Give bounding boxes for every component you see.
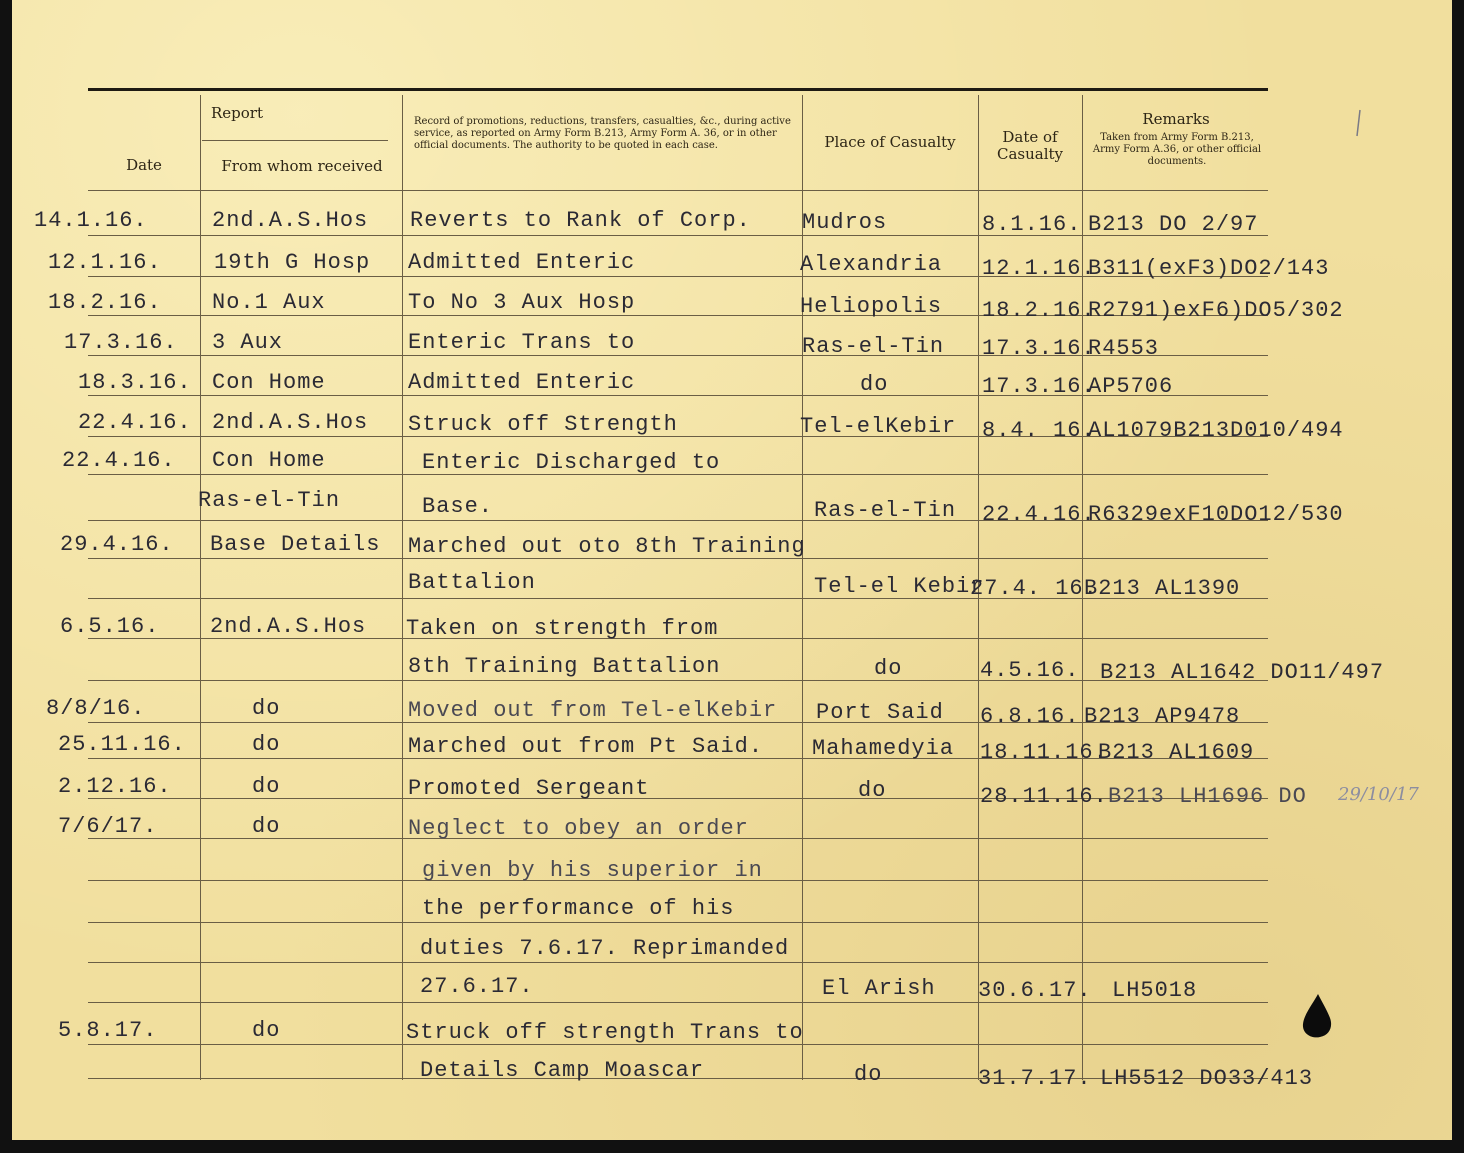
row-from: 2nd.A.S.Hos xyxy=(210,614,367,639)
row-date-casualty: 4.5.16. xyxy=(980,658,1080,683)
row-date: 14.1.16. xyxy=(34,208,148,233)
row-remarks: LH5018 xyxy=(1112,978,1198,1003)
row-from: Base Details xyxy=(210,532,381,557)
remarks-header: Remarks xyxy=(1142,110,1210,128)
row-place: do xyxy=(854,1062,883,1087)
row-date-casualty: 17.3.16. xyxy=(982,374,1096,399)
row-place: El Arish xyxy=(822,976,936,1001)
row-place: do xyxy=(858,778,887,803)
header-bottom-rule xyxy=(88,190,1268,191)
row-place: Ras-el-Tin xyxy=(814,498,957,523)
row-remarks: B213 LH1696 DO xyxy=(1108,784,1307,809)
pencil-note: 29/10/17 xyxy=(1338,784,1419,805)
row-date: 7/6/17. xyxy=(58,814,158,839)
row-remarks: B213 AL1642 DO11/497 xyxy=(1100,660,1385,685)
row-from: do xyxy=(252,814,281,839)
row-from: 2nd.A.S.Hos xyxy=(212,208,369,233)
row-from: do xyxy=(252,732,281,757)
row-place: Tel-el Kebir xyxy=(814,574,985,599)
row-remarks: B213 DO 2/97 xyxy=(1088,212,1259,237)
row-record: Admitted Enteric xyxy=(408,250,636,275)
row-rule xyxy=(88,922,1268,923)
row-date: 2.12.16. xyxy=(58,774,172,799)
row-record: 27.6.17. xyxy=(420,974,534,999)
row-date-casualty: 8.1.16. xyxy=(982,212,1082,237)
row-from: Con Home xyxy=(212,370,326,395)
row-from: 19th G Hosp xyxy=(214,250,371,275)
row-remarks: AP5706 xyxy=(1088,374,1174,399)
record-header: Record of promotions, reductions, transfers, casualties, &c., during active service, as reported on Army Form B.213, Army Form A. 36, or in other official documents. The authority to be quoted in each case. xyxy=(414,116,791,151)
row-record: Moved out from Tel-elKebir xyxy=(408,698,778,723)
row-record: Promoted Sergeant xyxy=(408,776,650,801)
row-date: 22.4.16. xyxy=(78,410,192,435)
row-date: 25.11.16. xyxy=(58,732,186,757)
row-record: duties 7.6.17. Reprimanded xyxy=(420,936,790,961)
row-record: Enteric Trans to xyxy=(408,330,636,355)
row-remarks: AL1079B213D010/494 xyxy=(1088,418,1344,443)
row-record: Struck off Strength xyxy=(408,412,678,437)
row-from: Ras-el-Tin xyxy=(198,488,341,513)
row-date-casualty: 22.4.16. xyxy=(982,502,1096,527)
date-header: Date xyxy=(126,156,162,174)
ink-blot-icon xyxy=(1300,992,1334,1040)
row-from: Con Home xyxy=(212,448,326,473)
row-record: Base. xyxy=(422,494,494,519)
row-place: Ras-el-Tin xyxy=(802,334,945,359)
row-date-casualty: 12.1.16. xyxy=(982,256,1096,281)
row-place: Tel-elKebir xyxy=(800,414,957,439)
row-date: 18.3.16. xyxy=(78,370,192,395)
row-place: Port Said xyxy=(816,700,944,725)
row-date-casualty: 18.11.16. xyxy=(980,740,1108,765)
row-place: Heliopolis xyxy=(800,294,943,319)
row-date: 12.1.16. xyxy=(48,250,162,275)
row-place: do xyxy=(874,656,903,681)
row-date: 17.3.16. xyxy=(64,330,178,355)
from-whom-header: From whom received xyxy=(221,157,383,175)
row-from: No.1 Aux xyxy=(212,290,326,315)
col-rule-2 xyxy=(402,95,403,1080)
row-record: Admitted Enteric xyxy=(408,370,636,395)
row-record: Neglect to obey an order xyxy=(408,816,749,841)
row-remarks: B213 AL1609 xyxy=(1098,740,1255,765)
top-rule xyxy=(88,88,1268,91)
row-date: 22.4.16. xyxy=(62,448,176,473)
row-place: Mahamedyia xyxy=(812,736,955,761)
row-from: do xyxy=(252,696,281,721)
row-place: Mudros xyxy=(802,210,888,235)
row-record: the performance of his xyxy=(422,896,735,921)
row-record: Details Camp Moascar xyxy=(420,1058,705,1083)
row-date-casualty: 17.3.16. xyxy=(982,336,1096,361)
row-record: Enteric Discharged to xyxy=(422,450,721,475)
row-date: 29.4.16. xyxy=(60,532,174,557)
row-place: do xyxy=(860,372,889,397)
row-date: 8/8/16. xyxy=(46,696,146,721)
row-from: do xyxy=(252,774,281,799)
row-date-casualty: 18.2.16. xyxy=(982,298,1096,323)
row-record: 8th Training Battalion xyxy=(408,654,721,679)
row-date: 5.8.17. xyxy=(58,1018,158,1043)
row-date: 18.2.16. xyxy=(48,290,162,315)
date-casualty-header-2: Casualty xyxy=(996,145,1064,163)
row-remarks: R2791)exF6)DO5/302 xyxy=(1088,298,1344,323)
row-from: 3 Aux xyxy=(212,330,284,355)
row-remarks: R4553 xyxy=(1088,336,1160,361)
col-rule-3 xyxy=(802,95,803,1080)
row-date-casualty: 28.11.16. xyxy=(980,784,1108,809)
report-sub-rule xyxy=(202,140,388,141)
row-date-casualty: 31.7.17. xyxy=(978,1066,1092,1091)
row-remarks: R6329exF10DO12/530 xyxy=(1088,502,1344,527)
row-date: 6.5.16. xyxy=(60,614,160,639)
row-from: do xyxy=(252,1018,281,1043)
record-card xyxy=(12,0,1452,1140)
row-date-casualty: 8.4. 16. xyxy=(982,418,1096,443)
pencil-mark-icon xyxy=(1352,108,1366,138)
col-rule-1 xyxy=(200,95,201,1080)
row-record: Battalion xyxy=(408,570,536,595)
row-record: Taken on strength from xyxy=(406,616,719,641)
row-from: 2nd.A.S.Hos xyxy=(212,410,369,435)
row-record: Marched out from Pt Said. xyxy=(408,734,764,759)
row-record: Marched out oto 8th Training xyxy=(408,534,806,559)
row-remarks: B213 AL1390 xyxy=(1084,576,1241,601)
row-remarks: LH5512 DO33/413 xyxy=(1100,1066,1314,1091)
row-record: Struck off strength Trans to xyxy=(406,1020,804,1045)
row-rule xyxy=(88,680,1268,681)
report-header: Report xyxy=(210,104,263,122)
row-date-casualty: 6.8.16. xyxy=(980,704,1080,729)
place-header: Place of Casualty xyxy=(824,133,956,151)
row-place: Alexandria xyxy=(800,252,943,277)
row-record: Reverts to Rank of Corp. xyxy=(410,208,751,233)
row-remarks: B213 AP9478 xyxy=(1084,704,1241,729)
row-date-casualty: 27.4. 16. xyxy=(970,576,1098,601)
row-date-casualty: 30.6.17. xyxy=(978,978,1092,1003)
date-casualty-header-1: Date of xyxy=(1002,128,1058,146)
row-remarks: B311(exF3)DO2/143 xyxy=(1088,256,1330,281)
remarks-subheader: Taken from Army Form B.213, Army Form A.36, or other official documents. xyxy=(1092,132,1262,167)
row-record: given by his superior in xyxy=(422,858,763,883)
row-rule xyxy=(88,962,1268,963)
row-record: To No 3 Aux Hosp xyxy=(408,290,636,315)
